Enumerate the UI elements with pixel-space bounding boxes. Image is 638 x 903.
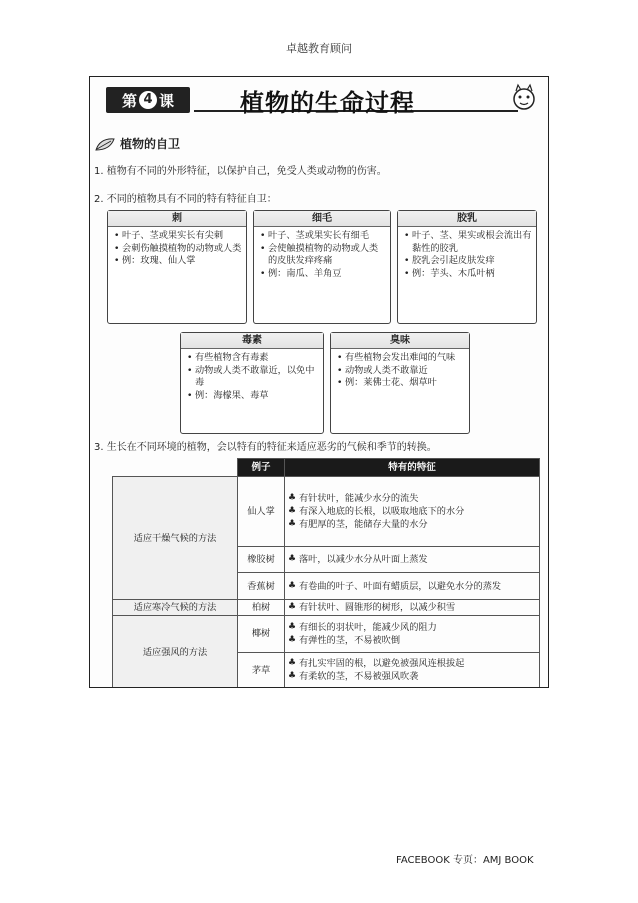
lesson-prefix: 第: [121, 91, 137, 110]
box-item: • 例：莱佛士花、烟草叶: [337, 377, 465, 390]
box-item: • 例：南瓜、羊角豆: [260, 268, 386, 281]
feature-item: ♣ 落叶，以减少水分从叶面上蒸发: [288, 553, 536, 566]
leaf-icon: [94, 136, 116, 152]
box-item: • 例：海檬果、毒草: [187, 390, 319, 403]
box-title: 臭味: [331, 333, 469, 349]
example-cell: 柏树: [238, 600, 285, 616]
box-title: 刺: [108, 211, 246, 227]
lesson-label: [106, 87, 190, 113]
feature-item: ♣ 有针状叶、圆锥形的树形，以减少积雪: [288, 601, 536, 614]
lesson-suffix: 课: [159, 91, 175, 110]
box-item: • 动物或人类不敢靠近，以免中毒: [187, 365, 319, 390]
features-cell: [285, 546, 540, 573]
box-item: • 叶子、茎、果实或根会流出有黏性的胶乳: [404, 230, 532, 255]
features-cell: [285, 616, 540, 653]
box-item: • 有些植物含有毒素: [187, 352, 319, 365]
defense-box: [107, 210, 247, 324]
box-item: • 叶子、茎或果实长有细毛: [260, 230, 386, 243]
box-item: • 会使触摸植物的动物或人类的皮肤发痒疼痛: [260, 243, 386, 268]
feature-item: ♣ 有肥厚的茎，能储存大量的水分: [288, 518, 536, 531]
section-heading: [94, 135, 180, 152]
features-cell: [285, 600, 540, 616]
example-cell: 香蕉树: [238, 573, 285, 600]
lesson-banner: [90, 77, 548, 121]
feature-item: ♣ 有针状叶，能减少水分的流失: [288, 492, 536, 505]
features-cell: [285, 477, 540, 547]
box-title: 毒素: [181, 333, 323, 349]
point-3: 3. 生长在不同环境的植物，会以特有的特征来适应恶劣的气候和季节的转换。: [94, 442, 437, 453]
defense-box: [397, 210, 537, 324]
box-item: • 动物或人类不敢靠近: [337, 365, 465, 378]
page-footer: FACEBOOK 专页：AMJ BOOK: [396, 855, 534, 866]
page-header: 卓越教育顾问: [286, 42, 352, 55]
column-header: 特有的特征: [285, 459, 540, 477]
example-cell: 椰树: [238, 616, 285, 653]
box-item: • 有些植物会发出难闻的气味: [337, 352, 465, 365]
feature-item: ♣ 有卷曲的叶子、叶面有蜡质层，以避免水分的蒸发: [288, 580, 536, 593]
feature-item: ♣ 有细长的羽状叶，能减少风的阻力: [288, 621, 536, 634]
features-cell: [285, 573, 540, 600]
column-header: 例子: [238, 459, 285, 477]
box-title: 胶乳: [398, 211, 536, 227]
category-cell: 适应强风的方法: [113, 616, 238, 689]
box-item: • 例：玫瑰、仙人掌: [114, 255, 242, 268]
table-row: [113, 600, 540, 616]
table-header-row: [113, 459, 540, 477]
worksheet: [89, 76, 549, 688]
adaptation-table: [112, 458, 540, 688]
box-item: • 胶乳会引起皮肤发痒: [404, 255, 532, 268]
box-title: 细毛: [254, 211, 390, 227]
feature-item: ♣ 有柔软的茎，不易被强风吹袭: [288, 670, 536, 683]
feature-item: ♣ 有弹性的茎，不易被吹倒: [288, 634, 536, 647]
category-cell: 适应干燥气候的方法: [113, 477, 238, 600]
feature-item: ♣ 有深入地底的长根，以吸取地底下的水分: [288, 505, 536, 518]
example-cell: 仙人掌: [238, 477, 285, 547]
mascot-icon: [508, 81, 540, 113]
lesson-number: 4: [139, 91, 157, 109]
point-2: 2. 不同的植物具有不同的特有特征自卫：: [94, 194, 277, 205]
box-item: • 叶子、茎或果实长有尖刺: [114, 230, 242, 243]
box-item: • 会刺伤触摸植物的动物或人类: [114, 243, 242, 256]
point-1: 1. 植物有不同的外形特征，以保护自己，免受人类或动物的伤害。: [94, 166, 387, 177]
example-cell: 橡胶树: [238, 546, 285, 573]
defense-box: [253, 210, 391, 324]
example-cell: 茅草: [238, 652, 285, 688]
features-cell: [285, 652, 540, 688]
category-cell: 适应寒冷气候的方法: [113, 600, 238, 616]
defense-box: [330, 332, 470, 434]
table-row: [113, 616, 540, 653]
section-title: 植物的自卫: [120, 137, 181, 151]
box-item: • 例：芋头、木瓜叶柄: [404, 268, 532, 281]
lesson-title: 植物的生命过程: [240, 89, 415, 117]
defense-box: [180, 332, 324, 434]
table-row: [113, 477, 540, 547]
feature-item: ♣ 有扎实牢固的根，以避免被强风连根拔起: [288, 657, 536, 670]
